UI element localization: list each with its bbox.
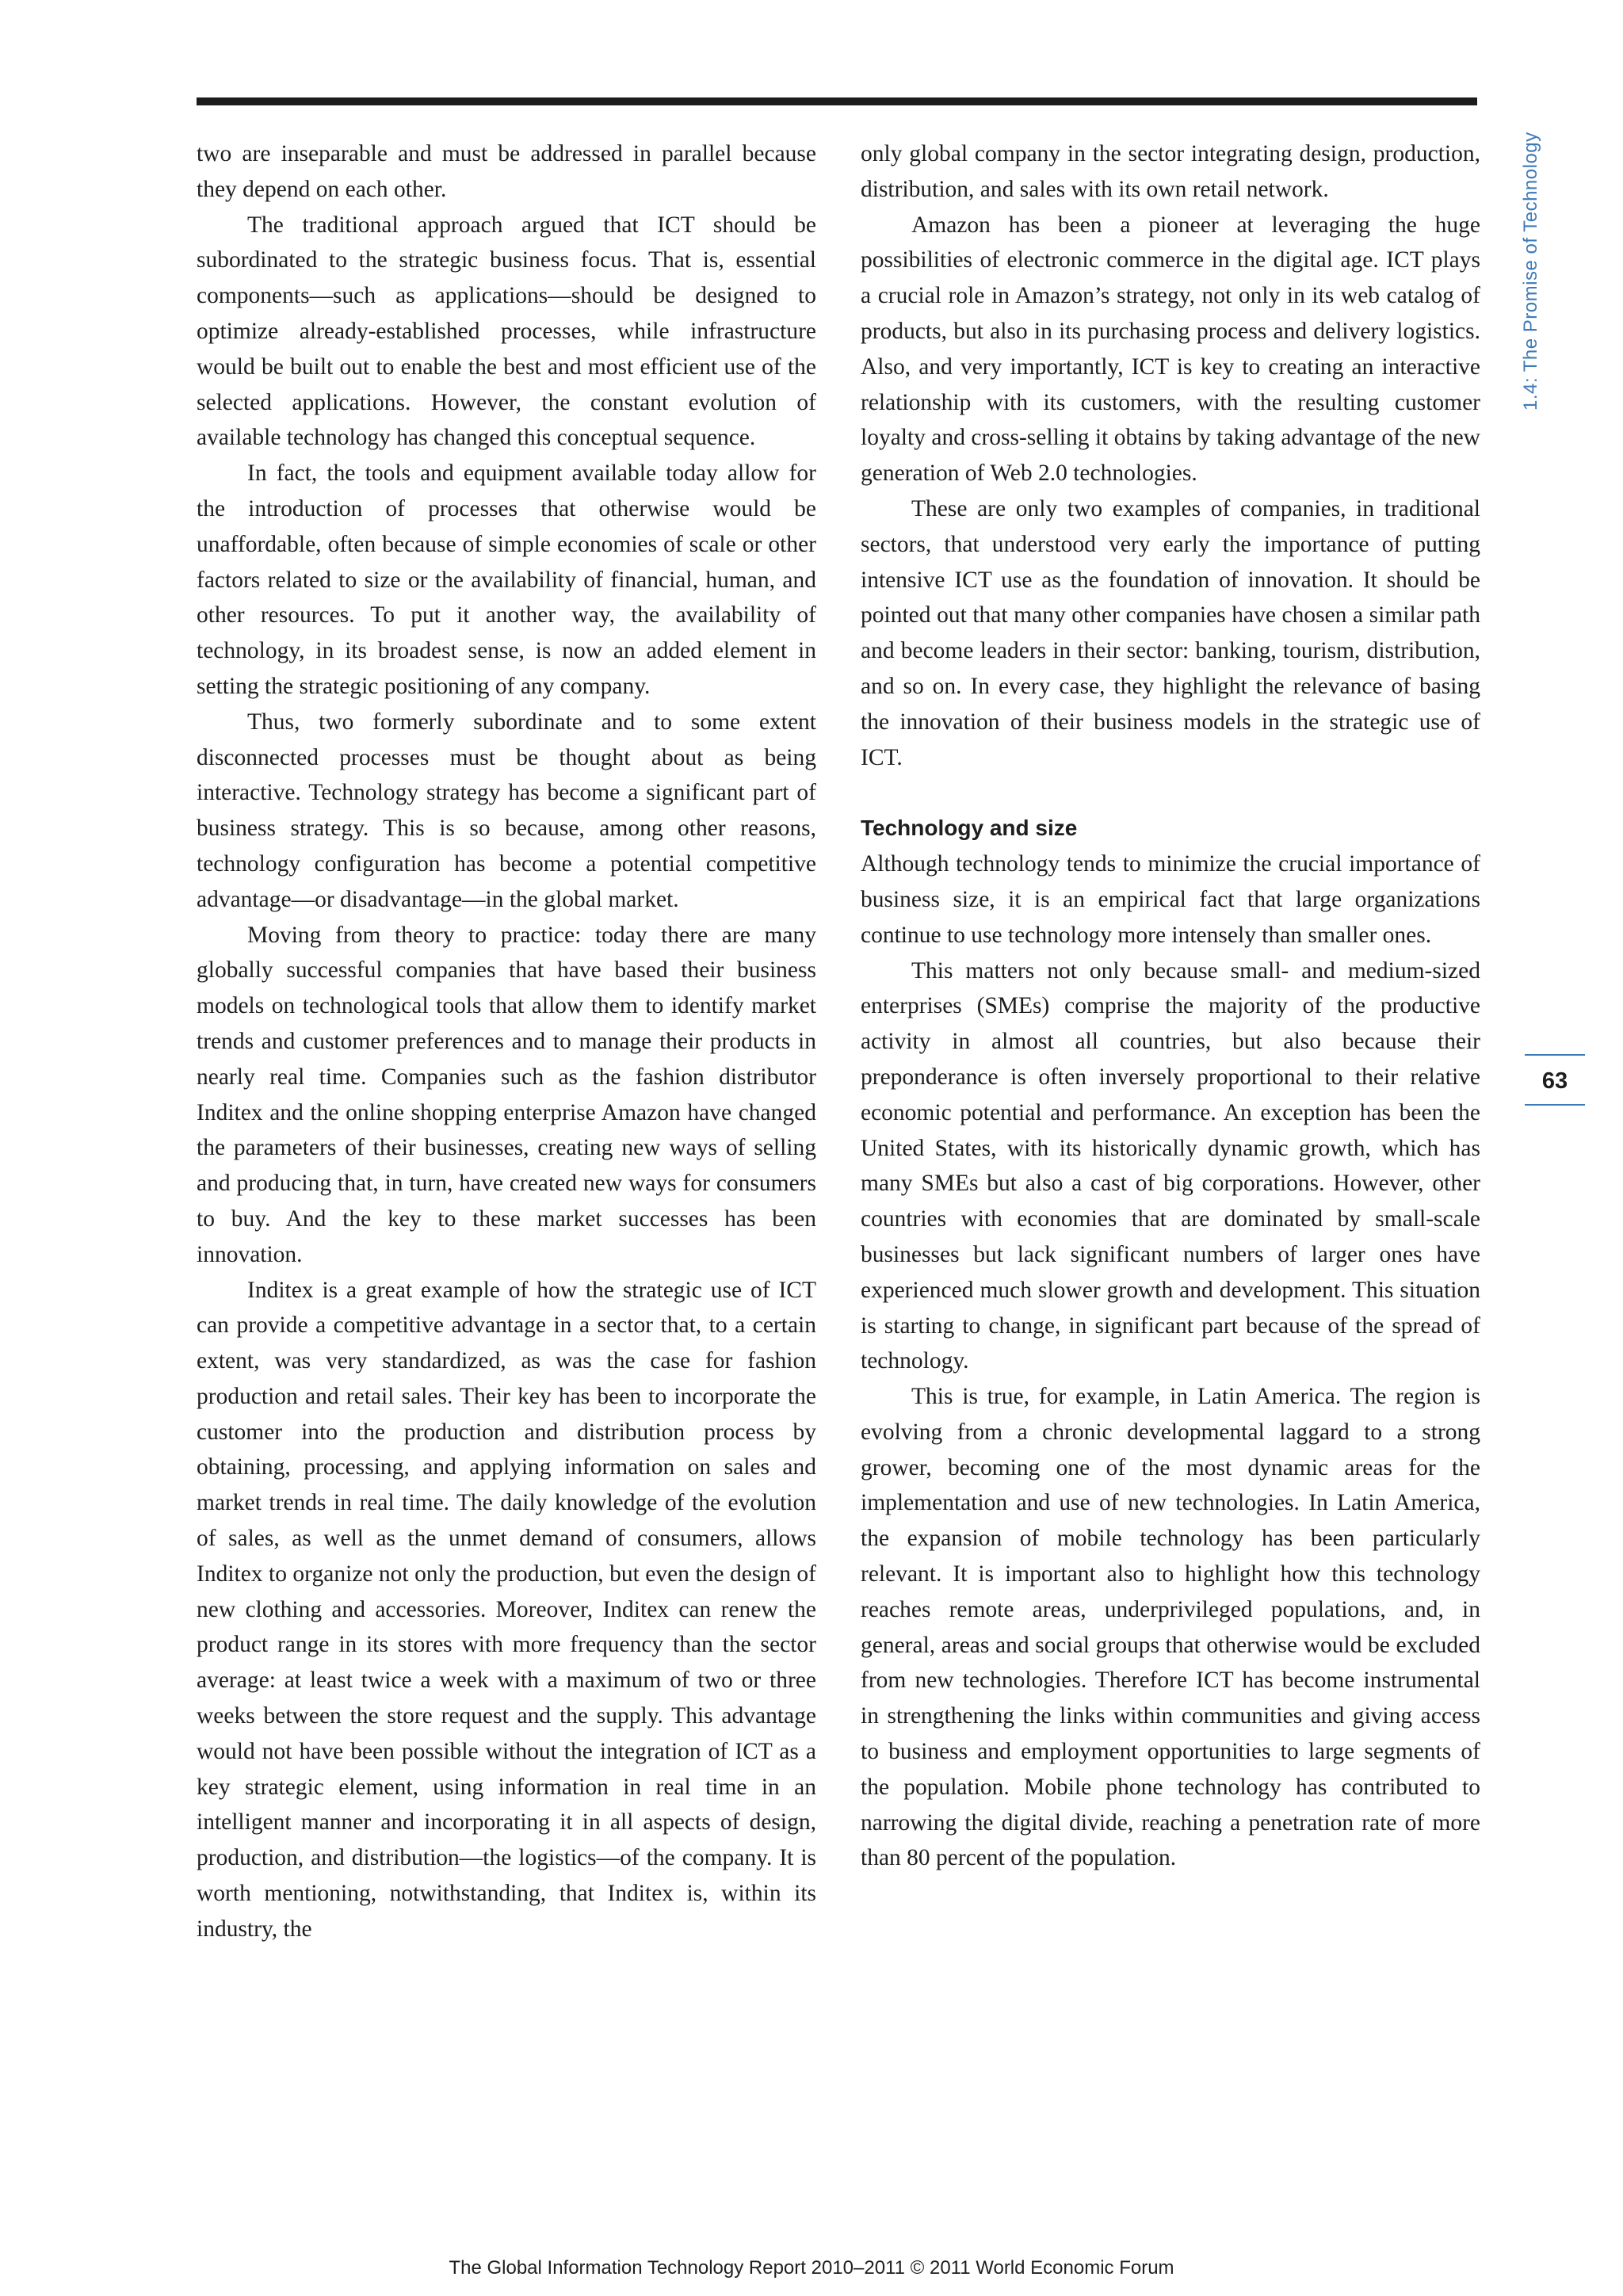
paragraph: two are inseparable and must be addressed in parallel because they depend on each other. <box>197 141 816 202</box>
header-rule <box>197 97 1477 105</box>
page-number-rule-top <box>1525 1054 1585 1056</box>
page-number: 63 <box>1541 1068 1568 1094</box>
paragraph: Although technology tends to minimize the crucial importance of business size, it is an empirical fact that large organizations continue to use technology more intensely than smaller ones. <box>861 851 1480 948</box>
page-number-rule-bottom <box>1525 1104 1585 1106</box>
paragraph: Thus, two formerly subordinate and to some extent disconnected processes must be thought about as being interactive. Technology strategy has become a significant part of business strategy. This is so because, among other reasons, technology configuration has become a potential competitive advantage—or disadvantage—in the global market. <box>197 709 816 912</box>
running-section-title: 1.4: The Promise of Technology <box>1520 132 1541 411</box>
left-column <box>197 136 816 1947</box>
paragraph: The traditional approach argued that ICT should be subordinated to the strategic business focus. That is, essential components—such as applications—should be designed to optimize already-established processes, while infrastructure would be built out to enable the best and most efficient use of the selected applications. However, the constant evolution of available technology has changed this conceptual sequence. <box>197 212 816 451</box>
paragraph: This matters not only because small- and medium-sized enterprises (SMEs) comprise the majority of the productive activity in almost all countries, but also because their preponderance is often inversely proportional to their relative economic potential and performance. An exception has been the United States, with its historically dynamic growth, which has many SMEs but also a cast of big corporations. However, other countries with economies that are dominated by small-scale businesses but lack significant numbers of larger ones have experienced much slower growth and development. This situation is starting to change, in significant part because of the spread of technology. <box>861 957 1480 1374</box>
section-heading: Technology and size <box>861 816 1078 841</box>
paragraph: Inditex is a great example of how the strategic use of ICT can provide a competitive advantage in a sector that, to a certain extent, was very standardized, as was the case for fashion production and retail sales. Their key has been to incorporate the customer into the production and distribution process by obtaining, processing, and applying information on sales and market trends in real time. The daily knowledge of the evolution of sales, as well as the unmet demand of consumers, allows Inditex to organize not only the production, but even the design of new clothing and accessories. Moreover, Inditex can renew the product range in its stores with more frequency than the sector average: at least twice a week with a maximum of two or three weeks between the store request and the supply. This advantage would not have been possible without the integration of ICT as a key strategic element, using information in real time in an intelligent manner and incorporating it in all aspects of design, production, and distribution—the logistics—of the company. It is worth mentioning, notwithstanding, that Inditex is, within its industry, the <box>197 1277 816 1942</box>
paragraph: only global company in the sector integrating design, production, distribution, and sales with its own retail network. <box>861 141 1480 202</box>
paragraph: In fact, the tools and equipment available today allow for the introduction of processes that otherwise would be unaffordable, often because of simple economies of scale or other factors related to size or the availability of financial, human, and other resources. To put it another way, the availability of technology, in its broadest sense, is now an added element in setting the strategic positioning of any company. <box>197 460 816 699</box>
footer-copyright: The Global Information Technology Report 2010–2011 © 2011 World Economic Forum <box>449 2257 1174 2279</box>
paragraph: This is true, for example, in Latin America. The region is evolving from a chronic developmental laggard to a strong grower, becoming one of the most dynamic areas for the implementation and use of new technologies. In Latin America, the expansion of mobile technology has been particularly relevant. It is important also to highlight how this technology reaches remote areas, underprivileged populations, and, in general, areas and social groups that otherwise would be excluded from new technologies. Therefore ICT has become instrumental in strengthening the links within communities and giving access to business and employment opportunities to large segments of the population. Mobile phone technology has contributed to narrowing the digital divide, reaching a penetration rate of more than 80 percent of the population. <box>861 1384 1480 1871</box>
paragraph: These are only two examples of companies, in traditional sectors, that understood very early the importance of putting intensive ICT use as the foundation of innovation. It should be pointed out that many other companies have chosen a similar path and become leaders in their sector: banking, tourism, distribution, and so on. In every case, they highlight the relevance of basing the innovation of their business models in the strategic use of ICT. <box>861 495 1480 770</box>
paragraph: Moving from theory to practice: today there are many globally successful companies that have based their business models on technological tools that allow them to identify market trends and customer preferences and to manage their products in nearly real time. Companies such as the fashion distributor Inditex and the online shopping enterprise Amazon have changed the parameters of their businesses, creating new ways of selling and producing that, in turn, have created new ways for consumers to buy. And the key to these market successes has been innovation. <box>197 922 816 1267</box>
right-column <box>861 136 1480 1876</box>
paragraph: Amazon has been a pioneer at leveraging the huge possibilities of electronic commerce in the digital age. ICT plays a crucial role in Amazon’s strategy, not only in its web catalog of products, but also in its purchasing process and delivery logistics. Also, and very importantly, ICT is key to creating an interactive relationship with its customers, with the resulting customer loyalty and cross-selling it obtains by taking advantage of the new generation of Web 2.0 technologies. <box>861 212 1480 487</box>
